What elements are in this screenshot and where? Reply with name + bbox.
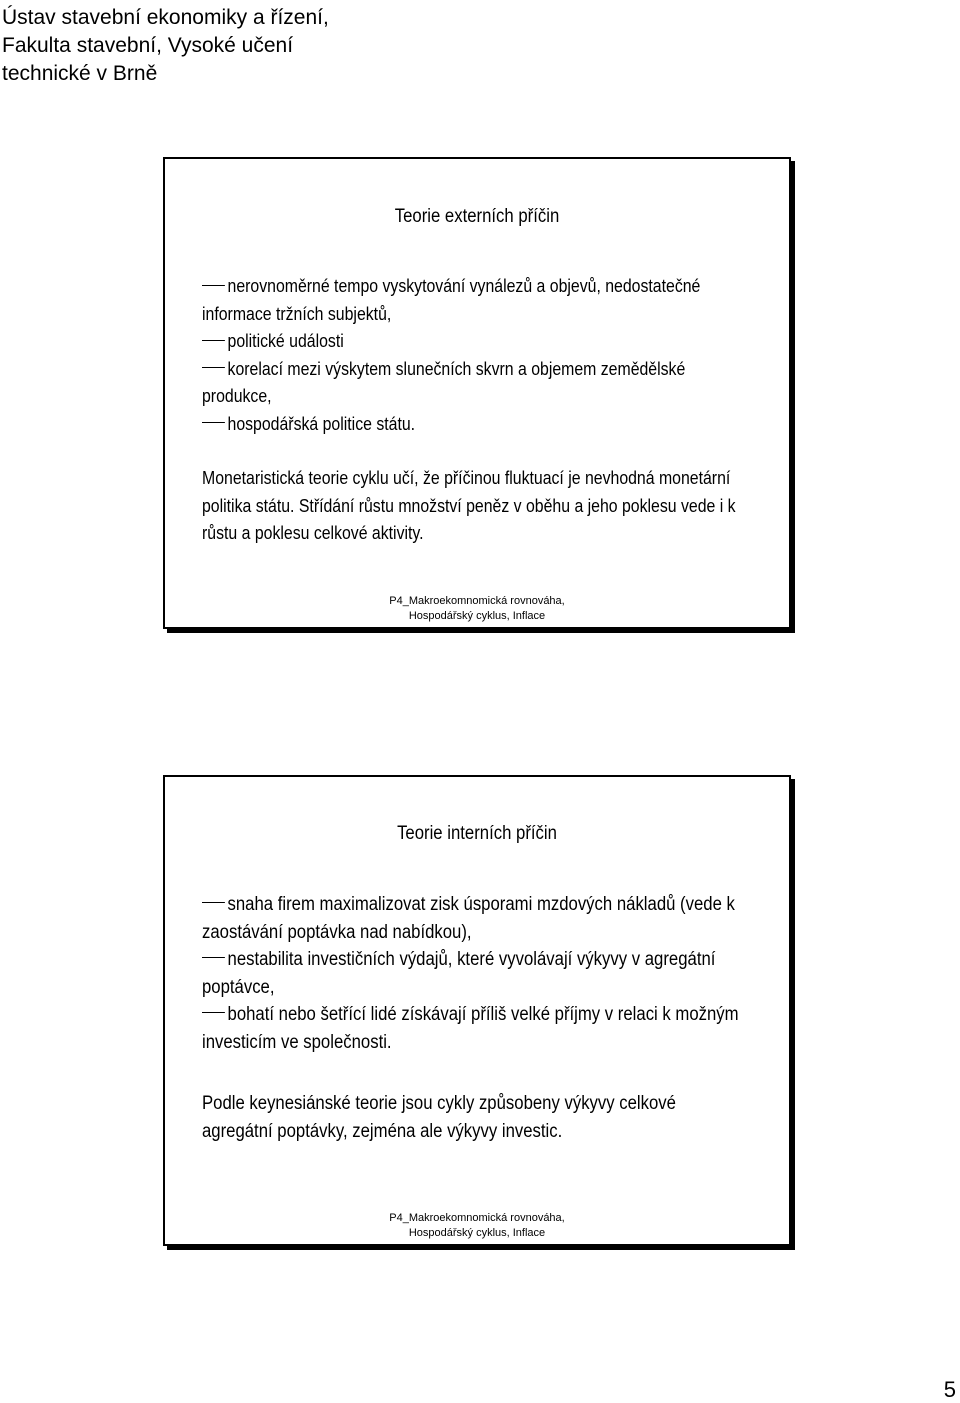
slide-title: Teorie interních příčin	[397, 823, 557, 844]
dash-bullet-icon	[202, 957, 225, 958]
page-number: 5	[943, 1377, 956, 1402]
footer-line: P4_Makroekomnomická rovnováha,	[389, 595, 565, 607]
dash-bullet-icon	[202, 1012, 225, 1013]
footer-line: Hospodářský cyklus, Inflace	[408, 1227, 546, 1239]
bullet-text: hospodářská politice státu.	[227, 413, 416, 434]
slide-footer	[165, 1211, 789, 1241]
slide-internal-causes	[163, 775, 791, 1246]
bullet-item	[202, 891, 748, 946]
dash-bullet-icon	[202, 902, 225, 903]
header-line-faculty: Fakulta stavební, Vysoké učení	[2, 34, 294, 57]
bullet-item	[202, 411, 748, 439]
bullet-item	[202, 946, 748, 1001]
footer-line: P4_Makroekomnomická rovnováha,	[389, 1212, 565, 1224]
bullet-text: nestabilita investičních výdajů, které vyvolávají výkyvy v agregátní poptávce,	[202, 949, 716, 998]
bullet-item	[202, 273, 748, 328]
bullet-text: bohatí nebo šetřící lidé získávají příliš velké příjmy v relaci k možným investicím ve společnosti.	[202, 1004, 739, 1053]
dash-bullet-icon	[202, 340, 225, 341]
slide-external-causes	[163, 157, 791, 629]
bullet-text: nerovnoměrné tempo vyskytování vynálezů a objevů, nedostatečné informace tržních subjektů,	[202, 276, 701, 324]
bullet-text: korelací mezi výskytem slunečních skvrn a objemem zemědělské produkce,	[202, 358, 686, 406]
bullet-item	[202, 356, 748, 411]
header-line-institute: Ústav stavební ekonomiky a řízení,	[2, 6, 329, 29]
footer-line: Hospodářský cyklus, Inflace	[408, 610, 546, 622]
bullet-text: snaha firem maximalizovat zisk úsporami mzdových nákladů (vede k zaostávání poptávka nad nabídkou),	[202, 894, 735, 943]
document-header	[2, 4, 329, 88]
bullet-item	[202, 1001, 748, 1056]
header-line-university: technické v Brně	[2, 62, 158, 85]
slide-title: Teorie externích příčin	[394, 206, 560, 227]
slide-paragraph: Monetaristická teorie cyklu učí, že příčinou fluktuací je nevhodná monetární politika státu. Střídání růstu množství peněz v oběhu a jeho poklesu vede i k růstu a poklesu celkové aktivity.	[202, 468, 736, 543]
slide-body	[202, 891, 748, 1145]
dash-bullet-icon	[202, 422, 225, 423]
slide-paragraph: Podle keynesiánské teorie jsou cykly způsobeny výkyvy celkové agregátní poptávky, zejména ale výkyvy investic.	[202, 1093, 676, 1142]
slide-footer	[165, 594, 789, 624]
dash-bullet-icon	[202, 285, 225, 286]
bullet-text: politické události	[227, 331, 344, 351]
bullet-item	[202, 328, 748, 356]
dash-bullet-icon	[202, 367, 225, 368]
slide-body	[202, 273, 748, 548]
